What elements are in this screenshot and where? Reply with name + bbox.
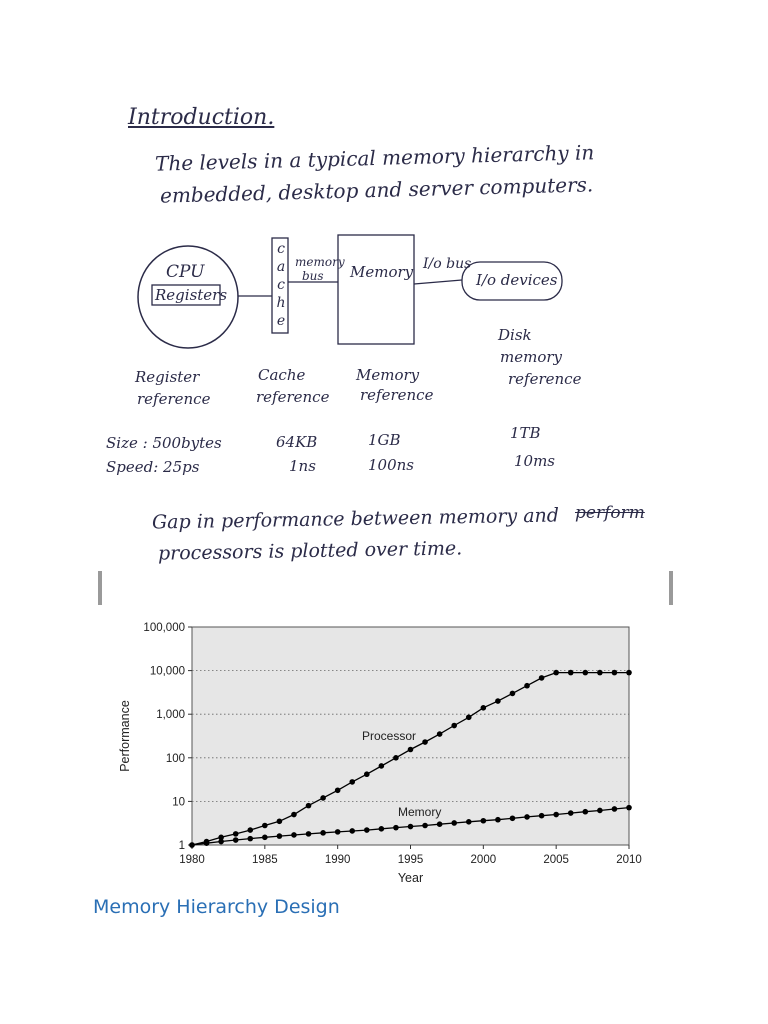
data-point-processor	[495, 698, 501, 704]
data-point-processor	[597, 670, 603, 676]
data-point-processor	[451, 723, 457, 729]
data-point-memory	[612, 806, 618, 812]
speed-label: Speed: 25ps	[106, 458, 200, 476]
caption-link[interactable]: Memory Hierarchy Design	[93, 896, 340, 918]
io-devices-label: I/o devices	[476, 271, 558, 289]
data-point-memory	[379, 826, 385, 832]
gap-line-1-struck: perform	[575, 503, 645, 523]
y-tick-label: 1	[178, 840, 185, 852]
cpu-label: CPU	[166, 262, 205, 282]
cache-speed: 1ns	[289, 457, 316, 475]
data-point-memory	[218, 839, 224, 845]
data-point-memory	[364, 827, 370, 833]
data-point-processor	[524, 683, 530, 689]
data-point-processor	[262, 823, 268, 829]
x-tick-label: 2010	[616, 854, 642, 866]
disk-speed: 10ms	[514, 452, 556, 470]
data-point-processor	[320, 795, 326, 801]
disk-ref-3: reference	[508, 370, 582, 388]
gap-line-2: processors is plotted over time.	[157, 537, 463, 565]
data-point-memory	[277, 833, 283, 839]
cache-letter: c	[277, 241, 285, 257]
data-point-processor	[583, 670, 589, 676]
data-point-memory	[451, 820, 457, 826]
data-point-processor	[233, 831, 239, 837]
series-label-memory: Memory	[398, 805, 442, 819]
data-point-memory	[539, 813, 545, 819]
data-point-memory	[306, 831, 312, 837]
memory-ref-1: Memory	[356, 366, 420, 384]
memory-bus-label-2: bus	[302, 269, 324, 283]
data-point-processor	[247, 827, 253, 833]
data-point-processor	[408, 747, 414, 753]
series-label-processor: Processor	[362, 729, 417, 743]
data-point-processor	[277, 818, 283, 824]
data-point-processor	[291, 812, 297, 818]
data-point-memory	[481, 818, 487, 824]
x-tick-label: 2000	[470, 854, 497, 866]
data-point-processor	[626, 670, 632, 676]
data-point-memory	[495, 817, 501, 823]
gap-line-1: Gap in performance between memory and	[151, 504, 560, 534]
data-point-memory	[626, 805, 632, 811]
data-point-processor	[393, 755, 399, 761]
memory-size: 1GB	[368, 431, 401, 449]
x-tick-label: 1990	[324, 854, 351, 866]
io-bus-label: I/o bus	[423, 256, 472, 272]
data-point-memory	[320, 830, 326, 836]
data-point-processor	[481, 705, 487, 711]
data-point-memory	[583, 809, 589, 815]
data-point-memory	[349, 828, 355, 834]
disk-size: 1TB	[510, 424, 541, 442]
registers-label: Registers	[155, 286, 228, 304]
y-axis-title: Performance	[118, 700, 132, 772]
data-point-processor	[364, 771, 370, 777]
data-point-processor	[335, 787, 341, 793]
y-tick-label: 1,000	[156, 709, 185, 722]
memory-speed: 100ns	[368, 456, 414, 474]
x-axis-title: Year	[397, 871, 424, 885]
data-point-memory	[189, 842, 195, 848]
register-ref-2: reference	[137, 390, 211, 408]
y-tick-label: 100	[165, 752, 185, 765]
data-point-memory	[393, 825, 399, 831]
data-point-processor	[437, 731, 443, 737]
register-ref-1: Register	[135, 368, 200, 386]
data-point-processor	[349, 779, 355, 785]
data-point-memory	[233, 837, 239, 843]
cache-size: 64KB	[276, 433, 318, 451]
data-point-processor	[539, 675, 545, 681]
disk-ref-1: Disk	[498, 326, 532, 344]
data-point-processor	[466, 714, 472, 720]
data-point-memory	[408, 824, 414, 830]
data-point-memory	[291, 832, 297, 838]
data-point-memory	[597, 808, 603, 814]
cache-letter: c	[277, 277, 285, 293]
data-point-memory	[422, 823, 428, 829]
notes-line-1: The levels in a typical memory hierarchy in	[154, 140, 595, 176]
memory-bus-label-1: memory	[295, 255, 345, 269]
size-label: Size : 500bytes	[106, 434, 222, 452]
data-point-processor	[553, 670, 559, 676]
memory-label: Memory	[350, 263, 414, 281]
cache-ref-2: reference	[256, 388, 330, 406]
data-point-memory	[524, 814, 530, 820]
notes-heading: Introduction.	[128, 105, 275, 130]
data-point-processor	[568, 670, 574, 676]
cache-letter: e	[276, 313, 286, 329]
disk-ref-2: memory	[500, 348, 562, 366]
cache-ref-1: Cache	[258, 366, 306, 384]
x-tick-label: 2005	[543, 854, 569, 866]
memory-ref-2: reference	[360, 386, 434, 404]
data-point-processor	[379, 763, 385, 769]
data-point-memory	[553, 812, 559, 818]
x-tick-label: 1985	[252, 854, 278, 866]
data-point-memory	[510, 815, 516, 821]
cache-letter: h	[276, 295, 286, 311]
data-point-memory	[437, 821, 443, 827]
x-tick-label: 1980	[179, 854, 205, 866]
data-point-memory	[204, 840, 210, 846]
y-tick-label: 100,000	[143, 622, 185, 634]
data-point-processor	[422, 739, 428, 745]
data-point-memory	[335, 829, 341, 835]
x-tick-label: 1995	[397, 854, 424, 866]
notes-line-2: embedded, desktop and server computers.	[159, 172, 594, 208]
y-tick-label: 10	[172, 796, 185, 809]
y-tick-label: 10,000	[149, 665, 185, 678]
data-point-processor	[510, 691, 516, 697]
cache-letter: a	[276, 259, 286, 275]
data-point-memory	[568, 810, 574, 816]
data-point-processor	[612, 670, 618, 676]
data-point-memory	[466, 819, 472, 825]
data-point-processor	[306, 803, 312, 809]
data-point-memory	[247, 836, 253, 842]
data-point-memory	[262, 835, 268, 841]
